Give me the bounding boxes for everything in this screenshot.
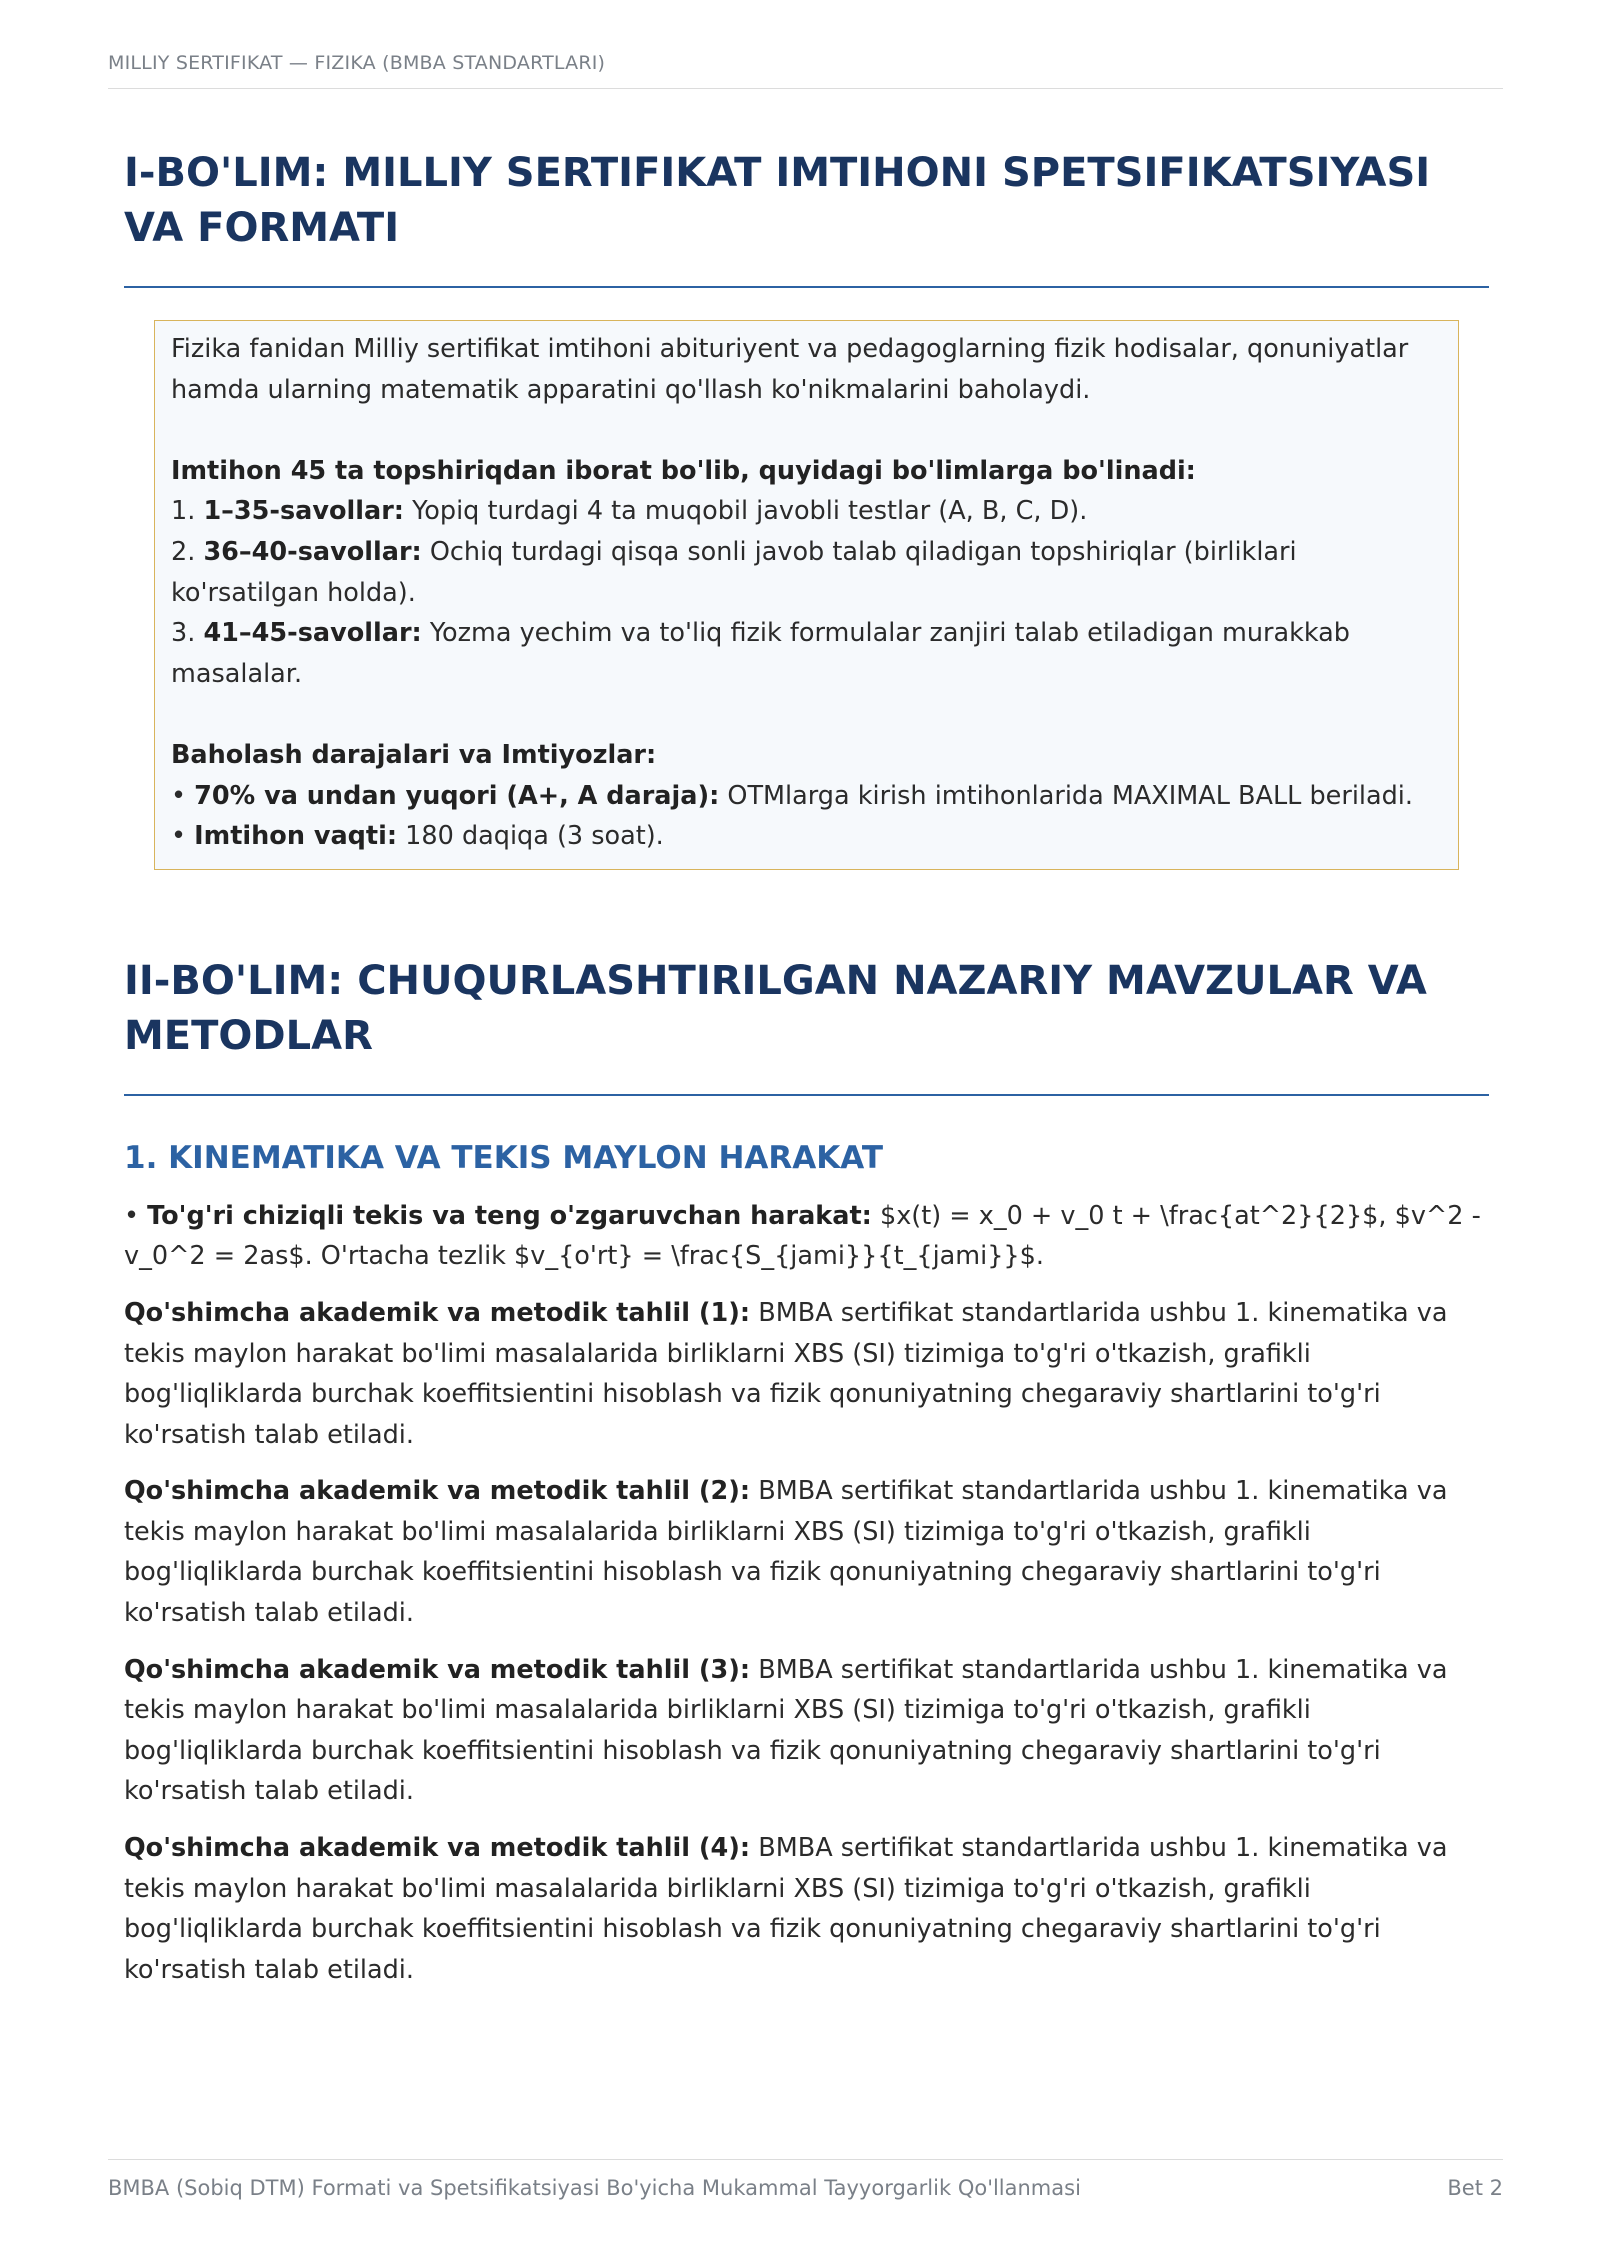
section-1-title: I-BO'LIM: MILLIY SERTIFIKAT IMTIHONI SPETSIFIKATSIYASI VA FORMATI <box>124 146 1489 288</box>
grading-heading: Baholash darajalari va Imtiyozlar: <box>171 739 657 770</box>
grading-item: • Imtihon vaqti: 180 daqiqa (3 soat). <box>171 821 664 852</box>
structure-item: 1. 1–35-savollar: Yopiq turdagi 4 ta muqobil javobli testlar (A, B, C, D). <box>171 496 1088 527</box>
running-header: MILLIY SERTIFIKAT — FIZIKA (BMBA STANDARTLARI) <box>108 52 1503 89</box>
running-footer <box>108 2159 1503 2200</box>
section-2-body <box>124 1196 1489 1991</box>
page-content <box>124 146 1489 1990</box>
exam-spec-box <box>154 320 1459 870</box>
subsection-title: 1. KINEMATIKA VA TEKIS MAYLON HARAKAT <box>124 1139 884 1176</box>
page-number: Bet 2 <box>1447 2176 1503 2200</box>
footer-title: BMBA (Sobiq DTM) Formati va Spetsifikatsiyasi Bo'yicha Mukammal Tayyorgarlik Qo'llanmasi <box>108 2176 1081 2200</box>
formula-paragraph: • To'g'ri chiziqli tekis va teng o'zgaruvchan harakat: $x(t) = x_0 + v_0 t + \frac{at^2}{2}$, $v^2 - v_0^2 = 2as$. O'rtacha tezlik $v_{o'rt} = \frac{S_{jami}}{t_{jami}}$. <box>124 1200 1481 1272</box>
analysis-paragraph: Qo'shimcha akademik va metodik tahlil (2): BMBA sertifikat standartlarida ushbu 1. kinematika va tekis maylon harakat bo'limi masalalarida birliklarni XBS (SI) tizimiga to'g'ri o'tkazish, grafikli bog'liqliklarda burchak koeffitsientini hisoblash va fizik qonuniyatning chegaraviy shartlarini to'g'ri ko'rsatish talab etiladi. <box>124 1476 1448 1629</box>
structure-item: 3. 41–45-savollar: Yozma yechim va to'liq fizik formulalar zanjiri talab etiladigan murakkab masalalar. <box>171 618 1350 689</box>
spec-intro: Fizika fanidan Milliy sertifikat imtihoni abituriyent va pedagoglarning fizik hodisalar, qonuniyatlar hamda ularning matematik apparatini qo'llash ko'nikmalarini baholaydi. <box>171 334 1409 405</box>
analysis-paragraph: Qo'shimcha akademik va metodik tahlil (4): BMBA sertifikat standartlarida ushbu 1. kinematika va tekis maylon harakat bo'limi masalalarida birliklarni XBS (SI) tizimiga to'g'ri o'tkazish, grafikli bog'liqliklarda burchak koeffitsientini hisoblash va fizik qonuniyatning chegaraviy shartlarini to'g'ri ko'rsatish talab etiladi. <box>124 1833 1448 1985</box>
grading-item: • 70% va undan yuqori (A+, A daraja): OTMlarga kirish imtihonlarida MAXIMAL BALL beriladi. <box>171 780 1414 811</box>
analysis-paragraph: Qo'shimcha akademik va metodik tahlil (3): BMBA sertifikat standartlarida ushbu 1. kinematika va tekis maylon harakat bo'limi masalalarida birliklarni XBS (SI) tizimiga to'g'ri o'tkazish, grafikli bog'liqliklarda burchak koeffitsientini hisoblash va fizik qonuniyatning chegaraviy shartlarini to'g'ri ko'rsatish talab etiladi. <box>124 1654 1448 1807</box>
structure-heading: Imtihon 45 ta topshiriqdan iborat bo'lib, quyidagi bo'limlarga bo'linadi: <box>171 455 1196 486</box>
structure-item: 2. 36–40-savollar: Ochiq turdagi qisqa sonli javob talab qiladigan topshiriqlar (birliklari ko'rsatilgan holda). <box>171 536 1297 608</box>
analysis-paragraph: Qo'shimcha akademik va metodik tahlil (1): BMBA sertifikat standartlarida ushbu 1. kinematika va tekis maylon harakat bo'limi masalalarida birliklarni XBS (SI) tizimiga to'g'ri o'tkazish, grafikli bog'liqliklarda burchak koeffitsientini hisoblash va fizik qonuniyatning chegaraviy shartlarini to'g'ri ko'rsatish talab etiladi. <box>124 1297 1448 1450</box>
section-2-title: II-BO'LIM: CHUQURLASHTIRILGAN NAZARIY MAVZULAR VA METODLAR <box>124 954 1489 1096</box>
